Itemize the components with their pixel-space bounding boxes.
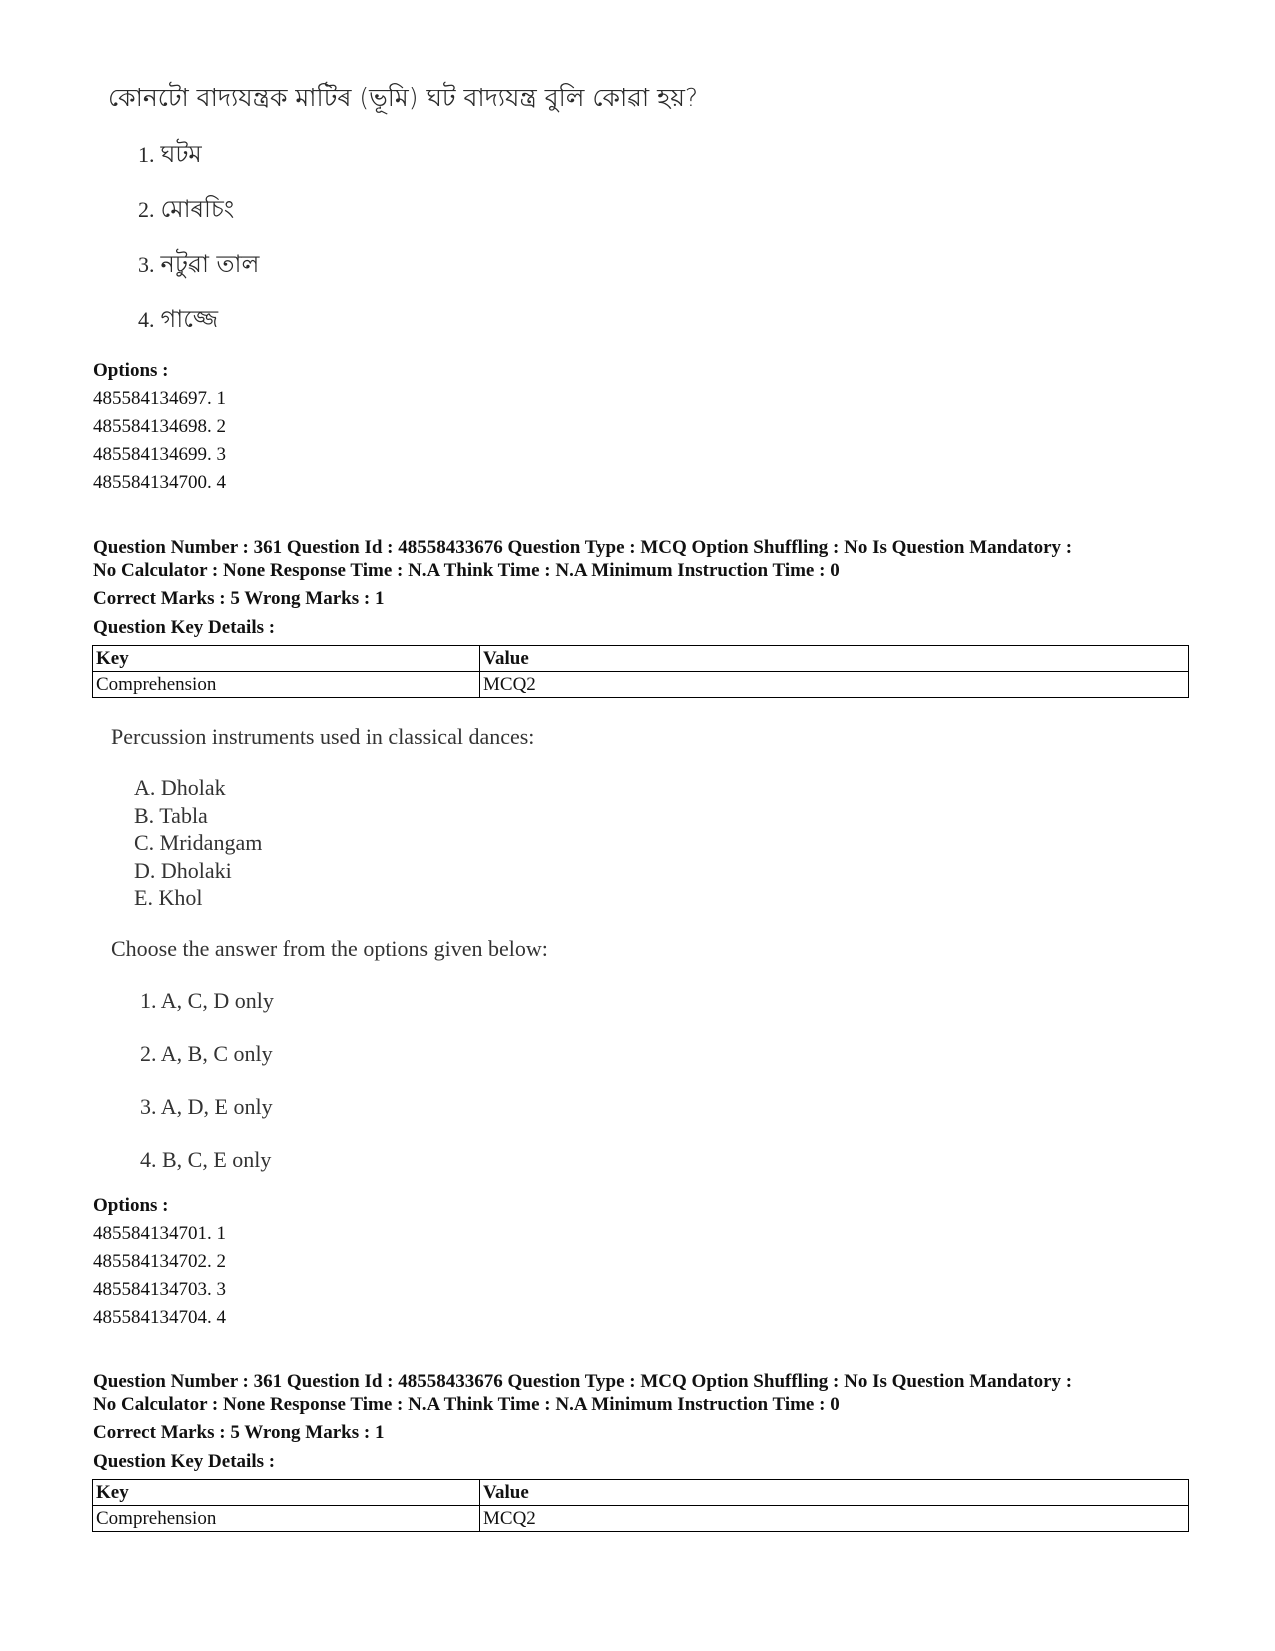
choice-number: 4. (138, 307, 155, 332)
key-details-label: Question Key Details : (93, 1451, 276, 1472)
key-details-label: Question Key Details : (93, 617, 276, 638)
table-header-row (93, 1480, 1189, 1506)
list-item: D. Dholaki (134, 857, 232, 883)
choice-item (138, 136, 202, 176)
question-meta (93, 1370, 1193, 1416)
table-cell-key: Comprehension (93, 672, 480, 698)
question-meta-line: Question Number : 361 Question Id : 48558433676 Question Type : MCQ Option Shuffling : No Is Question Mandatory : (93, 537, 1073, 558)
list-item: A. Dholak (134, 775, 226, 800)
choice-item (138, 301, 218, 341)
question-text: কোনটো বাদ্যযন্ত্ৰক মাটিৰ (ভূমি) ঘট বাদ্যযন্ত্ৰ বুলি কোৱা হয়? (108, 83, 699, 112)
choice-number: 3. (138, 252, 155, 277)
choice-number: 2. (138, 197, 155, 222)
choice-text: গাজ্জে (160, 305, 219, 333)
option-line: 485584134704. 4 (93, 1307, 226, 1328)
option-line: 485584134697. 1 (93, 388, 226, 409)
choice-text: নটুৱা তাল (160, 250, 260, 278)
choose-instruction: Choose the answer from the options given below: (111, 936, 548, 961)
question-meta-line: Question Number : 361 Question Id : 48558433676 Question Type : MCQ Option Shuffling : No Is Question Mandatory : (93, 1371, 1073, 1392)
list-item: B. Tabla (134, 802, 208, 828)
table-cell-key: Comprehension (93, 1506, 480, 1532)
options-label: Options : (93, 360, 169, 381)
question-meta (93, 536, 1193, 582)
table-cell-value: MCQ2 (480, 1506, 1189, 1532)
options-label: Options : (93, 1195, 169, 1216)
question-meta-line: No Calculator : None Response Time : N.A Think Time : N.A Minimum Instruction Time : 0 (93, 560, 840, 581)
table-row (93, 672, 1189, 698)
option-line: 485584134698. 2 (93, 416, 226, 437)
choice-item (138, 246, 259, 286)
marks-line: Correct Marks : 5 Wrong Marks : 1 (93, 588, 385, 609)
choice-number: 1. (138, 142, 155, 167)
answer-choice: 2. A, B, C only (140, 1041, 273, 1066)
passage-intro: Percussion instruments used in classical dances: (111, 724, 535, 749)
answer-choice: 4. B, C, E only (140, 1147, 272, 1172)
marks-line: Correct Marks : 5 Wrong Marks : 1 (93, 1422, 385, 1443)
list-item: C. Mridangam (134, 830, 263, 855)
option-line: 485584134701. 1 (93, 1223, 226, 1244)
option-line: 485584134700. 4 (93, 472, 226, 493)
option-line: 485584134702. 2 (93, 1251, 226, 1272)
option-line: 485584134703. 3 (93, 1279, 226, 1300)
table-header-value: Value (480, 646, 1189, 672)
answer-choice: 3. A, D, E only (140, 1094, 273, 1119)
table-header-key: Key (93, 646, 480, 672)
answer-choice: 1. A, C, D only (140, 988, 274, 1013)
choice-item (138, 191, 234, 231)
choice-text: ঘটম (160, 140, 202, 168)
table-cell-value: MCQ2 (480, 672, 1189, 698)
choice-text: মোৰচিং (160, 195, 235, 223)
table-header-row (93, 646, 1189, 672)
option-line: 485584134699. 3 (93, 444, 226, 465)
table-header-value: Value (480, 1480, 1189, 1506)
instrument-list (134, 774, 262, 912)
list-item: E. Khol (134, 885, 203, 910)
key-details-table (92, 645, 1189, 698)
table-row (93, 1506, 1189, 1532)
key-details-table (92, 1479, 1189, 1532)
question-meta-line: No Calculator : None Response Time : N.A Think Time : N.A Minimum Instruction Time : 0 (93, 1394, 840, 1415)
table-header-key: Key (93, 1480, 480, 1506)
